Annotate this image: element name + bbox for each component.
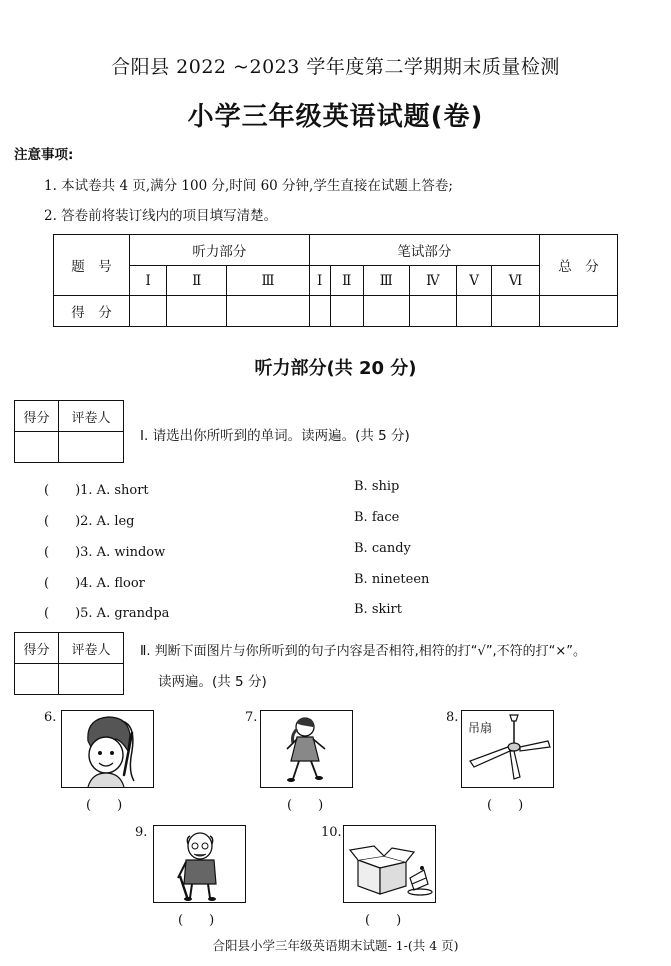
score-cell[interactable] (309, 296, 330, 327)
picture-9-number: 9. (135, 825, 148, 840)
picture-7-frame (260, 710, 353, 788)
exam-header-title: 合阳县 2022 ~2023 学年度第二学期期末质量检测 (111, 56, 560, 78)
note-item: 2. 答卷前将装订线内的项目填写清楚。 (44, 208, 278, 224)
old-man-cane-icon (154, 826, 245, 902)
exam-subtitle: 小学三年级英语试题(卷) (187, 102, 484, 132)
picture-8-answer[interactable]: ( ) (487, 798, 524, 813)
question-1-a: ( )1. A. short (44, 483, 149, 498)
score-cell[interactable] (363, 296, 409, 327)
score-cell[interactable] (167, 296, 227, 327)
score-cell[interactable] (130, 296, 167, 327)
writing-col: Ⅵ (492, 266, 540, 296)
girl-pointing-hair-icon (62, 711, 153, 787)
grader-score-cell[interactable] (15, 432, 59, 463)
score-cell[interactable] (330, 296, 363, 327)
section-title: 听力部分(共 20 分) (254, 358, 417, 379)
question-3-a: ( )3. A. window (44, 545, 166, 560)
picture-10-answer[interactable]: ( ) (365, 913, 402, 928)
picture-6-number: 6. (44, 710, 57, 725)
notes-heading: 注意事项: (14, 147, 74, 163)
question-4-a: ( )4. A. floor (44, 576, 145, 591)
grader-reviewer-label: 评卷人 (58, 401, 123, 432)
writing-col: Ⅳ (409, 266, 456, 296)
score-table (53, 234, 618, 327)
picture-8-number: 8. (446, 710, 459, 725)
score-cell[interactable] (492, 296, 540, 327)
question-2-a: ( )2. A. leg (44, 514, 135, 529)
writing-section-label: 笔试部分 (309, 235, 539, 266)
question-4-b: B. nineteen (354, 572, 430, 587)
picture-6-frame (61, 710, 154, 788)
total-score-label: 总 分 (540, 235, 618, 296)
listening-col: Ⅰ (130, 266, 167, 296)
question-number-label: 题 号 (54, 235, 130, 296)
score-cell[interactable] (457, 296, 492, 327)
grader-reviewer-cell[interactable] (58, 664, 123, 695)
score-row-label: 得 分 (54, 296, 130, 327)
grader-score-label: 得分 (15, 401, 59, 432)
grader-score-label: 得分 (15, 633, 59, 664)
picture-7-number: 7. (245, 710, 258, 725)
girl-walking-icon (261, 711, 352, 787)
question-3-b: B. candy (354, 541, 411, 556)
picture-9-frame (153, 825, 246, 903)
grader-box (14, 632, 124, 695)
writing-col: Ⅱ (330, 266, 363, 296)
picture-10-number: 10. (321, 825, 342, 840)
question-5-a: ( )5. A. grandpa (44, 606, 170, 621)
grader-box (14, 400, 124, 463)
page-footer: 合阳县小学三年级英语期末试题- 1-(共 4 页) (212, 938, 459, 953)
note-item: 1. 本试卷共 4 页,满分 100 分,时间 60 分钟,学生直接在试题上答卷; (44, 178, 453, 194)
picture-8-frame (461, 710, 554, 788)
ceiling-fan-icon (462, 711, 553, 787)
picture-7-answer[interactable]: ( ) (287, 798, 324, 813)
question-5-b: B. skirt (354, 602, 402, 617)
part2-heading: Ⅱ. 判断下面图片与你所听到的句子内容是否相符,相符的打“√”,不符的打“×”。 (140, 644, 587, 659)
writing-col: Ⅲ (363, 266, 409, 296)
score-cell[interactable] (409, 296, 456, 327)
box-and-cake-icon (344, 826, 435, 902)
listening-section-label: 听力部分 (130, 235, 310, 266)
grader-reviewer-label: 评卷人 (58, 633, 123, 664)
picture-6-answer[interactable]: ( ) (86, 798, 123, 813)
listening-col: Ⅲ (227, 266, 310, 296)
grader-reviewer-cell[interactable] (58, 432, 123, 463)
listening-col: Ⅱ (167, 266, 227, 296)
score-cell[interactable] (227, 296, 310, 327)
picture-8-label: 吊扇 (468, 721, 493, 735)
grader-score-cell[interactable] (15, 664, 59, 695)
writing-col: Ⅴ (457, 266, 492, 296)
question-2-b: B. face (354, 510, 400, 525)
picture-10-frame (343, 825, 436, 903)
picture-9-answer[interactable]: ( ) (178, 913, 215, 928)
question-1-b: B. ship (354, 479, 400, 494)
part2-heading-line2: 读两遍。(共 5 分) (158, 674, 267, 690)
total-score-cell[interactable] (540, 296, 618, 327)
writing-col: Ⅰ (309, 266, 330, 296)
part1-heading: Ⅰ. 请选出你所听到的单词。读两遍。(共 5 分) (140, 428, 410, 444)
